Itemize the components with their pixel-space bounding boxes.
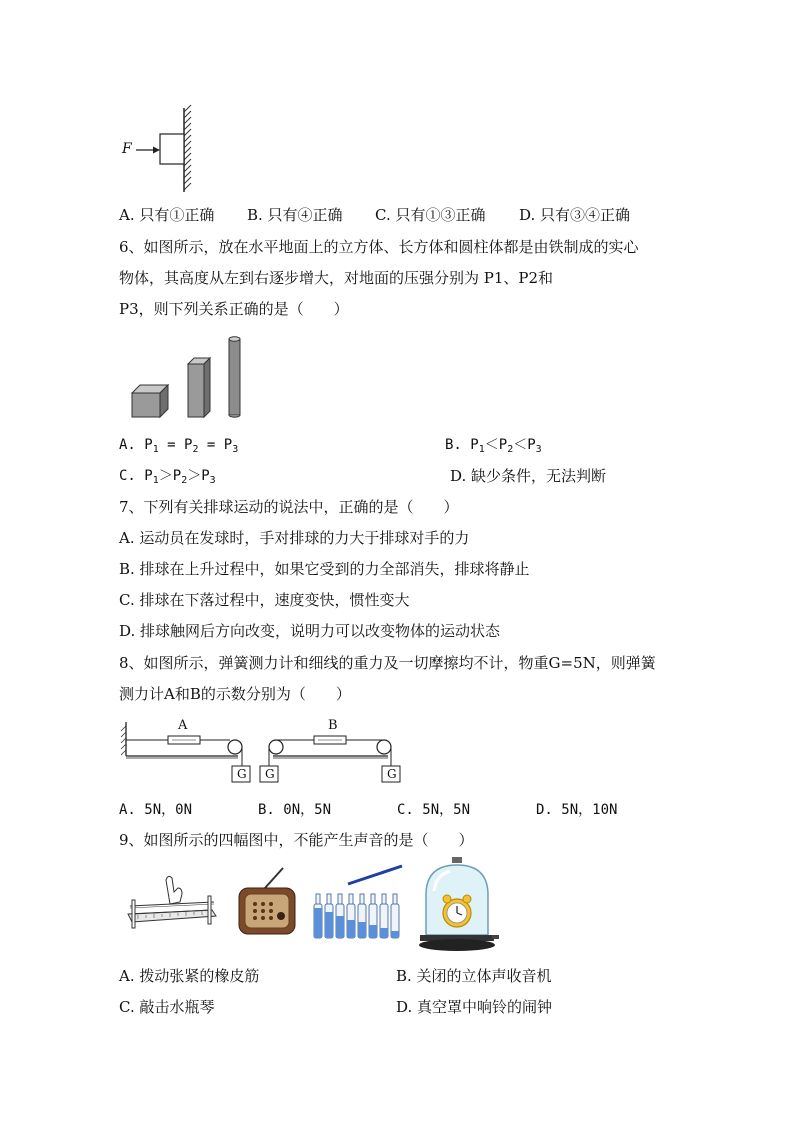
q7-stem: 7、下列有关排球运动的说法中，正确的是（ ） — [119, 498, 459, 516]
q8-option-c: C. 5N，5N — [397, 802, 471, 818]
force-label: F — [122, 141, 132, 157]
q9-option-c: C. 敲击水瓶琴 — [119, 998, 215, 1016]
weight-g-label-1: G — [237, 767, 247, 781]
spring-scale-b-label: B — [328, 718, 338, 733]
q8-option-d: D. 5N，10N — [536, 802, 618, 818]
q8-option-a: A. 5N，0N — [119, 802, 193, 818]
q9-stem: 9、如图所示的四幅图中，不能产生声音的是（ ） — [119, 831, 474, 849]
q8-figure — [118, 716, 408, 788]
q6-option-d: D. 缺少条件，无法判断 — [450, 467, 607, 485]
q7-option-b: B. 排球在上升过程中，如果它受到的力全部消失，排球将静止 — [119, 560, 530, 578]
q8-stem-line1: 8、如图所示，弹簧测力计和细线的重力及一切摩擦均不计，物重G=5N，则弹簧 — [119, 654, 656, 672]
weight-g-label-3: G — [387, 767, 397, 781]
q6-option-a: A. $P_1 = P_2 = P_3$ — [119, 437, 239, 455]
q9-figure-radio — [237, 866, 299, 938]
q8-option-b: B. 0N，5N — [258, 802, 332, 818]
q5-figure — [118, 100, 208, 195]
q9-option-d: D. 真空罩中响铃的闹钟 — [396, 998, 553, 1016]
q5-option-a: A. 只有①正确 — [119, 206, 215, 224]
q6-option-b: B. $P_1<P_2<P_3$ — [445, 437, 542, 455]
q5-option-d: D. 只有③④正确 — [519, 206, 631, 224]
q7-option-d: D. 排球触网后方向改变，说明力可以改变物体的运动状态 — [119, 622, 501, 640]
q9-figure-bell-jar — [416, 855, 500, 953]
q9-figure-rubber-band — [124, 870, 220, 930]
q9-option-b: B. 关闭的立体声收音机 — [396, 967, 552, 985]
spring-scale-a-label: A — [178, 718, 188, 733]
weight-g-label-2: G — [265, 767, 275, 781]
q6-option-c: C. $P_1>P_2>P_3$ — [119, 468, 216, 486]
q8-stem-line2: 测力计A和B的示数分别为（ ） — [119, 685, 351, 703]
q9-option-a: A. 拨动张紧的橡皮筋 — [119, 967, 260, 985]
q6-stem-line1: 6、如图所示，放在水平地面上的立方体、长方体和圆柱体都是由铁制成的实心 — [119, 238, 639, 256]
q7-option-c: C. 排球在下落过程中，速度变快，惯性变大 — [119, 591, 410, 609]
q6-stem-line3: P3，则下列关系正确的是（ ） — [119, 300, 349, 318]
q9-figure-water-bottles — [310, 836, 406, 942]
q6-figure — [128, 333, 248, 421]
q5-option-b: B. 只有④正确 — [247, 206, 343, 224]
q7-option-a: A. 运动员在发球时，手对排球的力大于排球对手的力 — [119, 529, 470, 547]
q5-option-c: C. 只有①③正确 — [375, 206, 486, 224]
q6-stem-line2: 物体，其高度从左到右逐步增大，对地面的压强分别为 P1、P2和 — [119, 269, 554, 287]
